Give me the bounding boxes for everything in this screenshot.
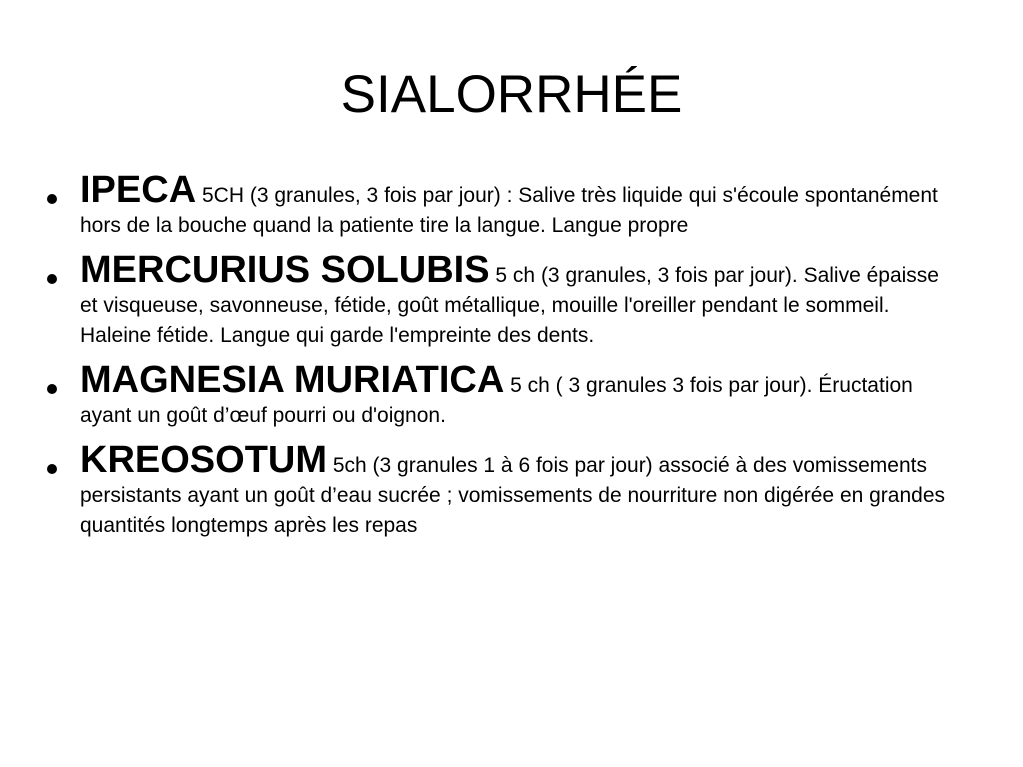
- remedy-description: 5CH (3 granules, 3 fois par jour) : Salive très liquide qui s'écoule spontanément hors de la bouche quand la patiente tire la langue. Langue propre: [80, 184, 938, 237]
- remedy-description: 5ch (3 granules 1 à 6 fois par jour) associé à des vomissements persistants ayant un goût d’eau sucrée ; vomissements de nourriture non digérée en grandes quantités longtemps après les repas: [80, 454, 946, 537]
- bullet-dot-icon: [47, 464, 57, 474]
- remedy-description: 5 ch (3 granules, 3 fois par jour). Salive épaisse et visqueuse, savonneuse, fétide, goût métallique, mouille l'oreiller pendant le sommeil. Haleine fétide. Langue qui garde l'empreinte des dents.: [80, 264, 939, 347]
- bullet-item-kreosotum: [80, 439, 960, 541]
- remedy-name: IPECA: [80, 169, 197, 211]
- bullet-dot-icon: [47, 194, 57, 204]
- slide-title: SIALORRHÉE: [340, 65, 683, 124]
- remedy-name: MERCURIUS SOLUBIS: [80, 249, 490, 291]
- bullet-item-mercurius: [80, 249, 960, 351]
- bullet-dot-icon: [47, 274, 57, 284]
- remedy-description: 5 ch ( 3 granules 3 fois par jour). Éructation ayant un goût d’œuf pourri ou d'oignon.: [80, 374, 913, 427]
- bullet-item-ipeca: [80, 169, 960, 241]
- bullet-item-magnesia: [80, 359, 960, 431]
- remedy-name: KREOSOTUM: [80, 439, 327, 481]
- bullet-list: [80, 169, 960, 555]
- remedy-name: MAGNESIA MURIATICA: [80, 359, 505, 401]
- bullet-dot-icon: [47, 384, 57, 394]
